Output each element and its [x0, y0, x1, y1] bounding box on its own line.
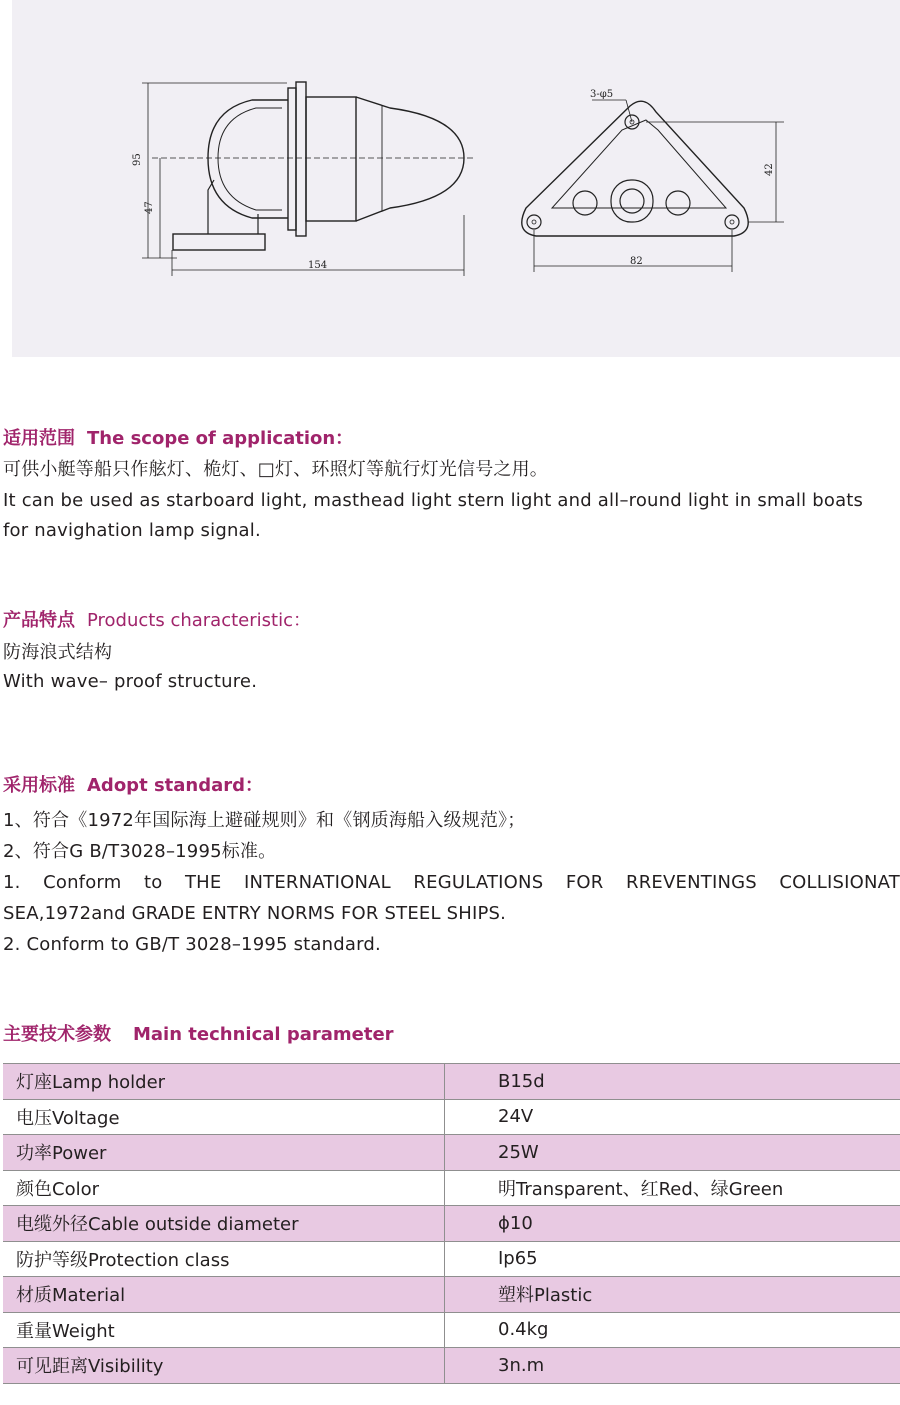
param-key: 灯座Lamp holder [3, 1064, 445, 1100]
base-plate-view [522, 89, 784, 272]
characteristic-heading-en: Products characteristic： [87, 610, 311, 631]
dim-holes-label: 3-φ5 [590, 89, 614, 100]
parameters-heading [3, 1020, 394, 1046]
table-row [3, 1277, 900, 1313]
dim-42-label: 42 [764, 163, 775, 176]
application-heading [3, 424, 353, 450]
table-row [3, 1312, 900, 1348]
characteristic-text-cn: 防海浪式结构 [3, 642, 113, 663]
characteristic-text-en: With wave– proof structure. [3, 671, 258, 692]
param-key: 颜色Color [3, 1170, 445, 1206]
standard-heading [3, 771, 263, 797]
standard-line-en-1: 1. Conform to THE INTERNATIONAL REGULATIONS FOR RREVENTINGS COLLISIONAT [3, 872, 900, 893]
param-value: ϕ10 [445, 1206, 900, 1242]
table-row [3, 1170, 900, 1206]
param-key: 材质Material [3, 1277, 445, 1313]
parameters-heading-en: Main technical parameter [133, 1024, 394, 1045]
table-row [3, 1099, 900, 1135]
param-value: Ip65 [445, 1241, 900, 1277]
param-value: 25W [445, 1135, 900, 1171]
dim-47-label: 47 [144, 201, 155, 214]
dim-82-label: 82 [630, 256, 643, 267]
lamp-side-view [132, 82, 474, 276]
param-value: 明Transparent、红Red、绿Green [445, 1170, 900, 1206]
parameter-table [3, 1063, 900, 1384]
param-key: 功率Power [3, 1135, 445, 1171]
standard-line-en-3: 2. Conform to GB/T 3028–1995 standard. [3, 934, 381, 955]
application-text-cn: 可供小艇等船只作舷灯、桅灯、□灯、环照灯等航行灯光信号之用。 [3, 459, 549, 480]
table-row [3, 1241, 900, 1277]
application-heading-cn: 适用范围 [3, 428, 75, 449]
param-key: 电压Voltage [3, 1099, 445, 1135]
standard-line-en-2: SEA,1972and GRADE ENTRY NORMS FOR STEEL SHIPS. [3, 903, 507, 924]
table-row [3, 1064, 900, 1100]
table-row [3, 1206, 900, 1242]
characteristic-heading-cn: 产品特点 [3, 610, 75, 631]
standard-heading-en: Adopt standard： [87, 775, 264, 796]
application-text-en-1: It can be used as starboard light, masthead light stern light and all–round light in small boats [3, 490, 864, 511]
param-key: 重量Weight [3, 1312, 445, 1348]
table-row [3, 1135, 900, 1171]
technical-drawing-panel [12, 0, 900, 357]
param-key: 电缆外径Cable outside diameter [3, 1206, 445, 1242]
standard-heading-cn: 采用标准 [3, 775, 75, 796]
param-value: 塑料Plastic [445, 1277, 900, 1313]
param-value: 24V [445, 1099, 900, 1135]
param-key: 防护等级Protection class [3, 1241, 445, 1277]
technical-drawing [12, 0, 900, 357]
application-heading-en: The scope of application： [87, 428, 354, 449]
characteristic-heading [3, 606, 311, 632]
parameters-heading-cn: 主要技术参数 [3, 1024, 111, 1045]
table-row [3, 1348, 900, 1384]
standard-line-cn-1: 1、符合《1972年国际海上避碰规则》和《钢质海船入级规范》； [3, 810, 526, 831]
standard-line-cn-2: 2、符合G B/T3028–1995标准。 [3, 841, 277, 862]
param-value: B15d [445, 1064, 900, 1100]
application-text-en-2: for navighation lamp signal. [3, 520, 261, 541]
param-key: 可见距离Visibility [3, 1348, 445, 1384]
param-value: 0.4kg [445, 1312, 900, 1348]
dim-95-label: 95 [132, 153, 143, 166]
param-value: 3n.m [445, 1348, 900, 1384]
dim-154-label: 154 [308, 260, 328, 271]
